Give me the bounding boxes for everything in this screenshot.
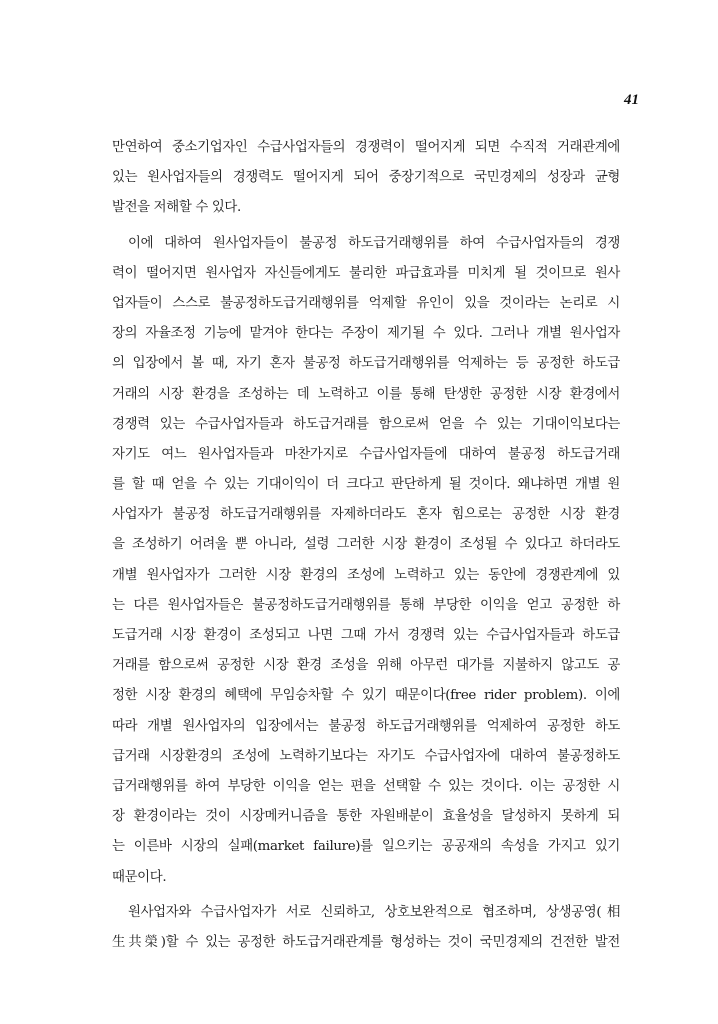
text-line: 업자들이 스스로 불공정하도급거래행위를 억제할 유인이 있을 것이라는 논리로 시 (112, 295, 620, 311)
text-line: 사업자가 불공정 하도급거래행위를 자제하더라도 혼자 힘으로는 공정한 시장 환경 (112, 507, 620, 523)
text-line: 는 다른 원사업자들은 불공정하도급거래행위를 통해 부당한 이익을 얻고 공정한 하 (112, 597, 620, 613)
text-line: 도급거래 시장 환경이 조성되고 나면 그때 가서 경쟁력 있는 수급사업자들과 하도급 (112, 628, 620, 643)
text-line: 개별 원사업자가 그러한 시장 환경의 조성에 노력하고 있는 동안에 경쟁관계에 있 (112, 567, 620, 583)
text-line: 있는 원사업자들의 경쟁력도 떨어지게 되어 중장기적으로 국민경제의 성장과 균형 (112, 170, 620, 186)
text-line: 장 환경이라는 것이 시장메커니즘을 통한 자원배분이 효율성을 달성하지 못하게 되 (112, 809, 620, 825)
text-line: 을 조성하기 어려울 뿐 아니라, 설령 그러한 시장 환경이 조성될 수 있다고 하더라도 (112, 537, 620, 553)
text-line: 따라 개별 원사업자의 입장에서는 불공정 하도급거래행위를 억제하여 공정한 하도 (112, 718, 620, 734)
paragraph (112, 898, 620, 958)
text-line: 발전을 저해할 수 있다. (112, 200, 241, 216)
document-body (112, 133, 620, 958)
text-line: 경쟁력 있는 수급사업자들과 하도급거래를 함으로써 얻을 수 있는 기대이익보다는 (112, 416, 620, 432)
text-line: 원사업자와 수급사업자가 서로 신뢰하고, 상호보완적으로 협조하며, 상생공영(相 (128, 904, 620, 920)
text-line: 는 이른바 시장의 실패(market failure)를 일으키는 공공재의 속성을 가지고 있기 (112, 839, 620, 855)
text-line: 장의 자율조정 기능에 맡겨야 한다는 주장이 제기될 수 있다. 그러나 개별 원사업자 (112, 326, 620, 342)
text-line: 정한 시장 환경의 혜택에 무임승차할 수 있기 때문이다(free rider problem). 이에 (112, 688, 620, 704)
page-number: 41 (624, 92, 639, 108)
paragraph (112, 229, 620, 893)
text-line: 자기도 여느 원사업자들과 마찬가지로 수급사업자들에 대하여 불공정 하도급거래 (112, 446, 620, 462)
text-line: 급거래 시장환경의 조성에 노력하기보다는 자기도 수급사업자에 대하여 불공정하도 (112, 748, 620, 764)
text-line: 력이 떨어지면 원사업자 자신들에게도 불리한 파급효과를 미치게 될 것이므로 원사 (112, 265, 620, 281)
text-line: 를 할 때 얻을 수 있는 기대이익이 더 크다고 판단하게 될 것이다. 왜냐하면 개별 원 (112, 477, 620, 493)
paragraph (112, 133, 620, 224)
text-line: 이에 대하여 원사업자들이 불공정 하도급거래행위를 하여 수급사업자들의 경쟁 (128, 235, 620, 251)
text-line: 급거래행위를 하여 부당한 이익을 얻는 편을 선택할 수 있는 것이다. 이는 공정한 시 (112, 778, 620, 794)
text-line: 때문이다. (112, 869, 167, 885)
text-line: 거래를 함으로써 공정한 시장 환경 조성을 위해 아무런 대가를 지불하지 않고도 공 (112, 658, 620, 674)
text-line: 거래의 시장 환경을 조성하는 데 노력하고 이를 통해 탄생한 공정한 시장 환경에서 (112, 386, 620, 402)
text-line: 만연하여 중소기업자인 수급사업자들의 경쟁력이 떨어지게 되면 수직적 거래관계에 (112, 140, 620, 155)
text-line: 生共榮)할 수 있는 공정한 하도급거래관계를 형성하는 것이 국민경제의 건전한 발전 (112, 934, 620, 950)
text-line: 의 입장에서 볼 때, 자기 혼자 불공정 하도급거래행위를 억제하는 등 공정한 하도급 (112, 356, 620, 372)
